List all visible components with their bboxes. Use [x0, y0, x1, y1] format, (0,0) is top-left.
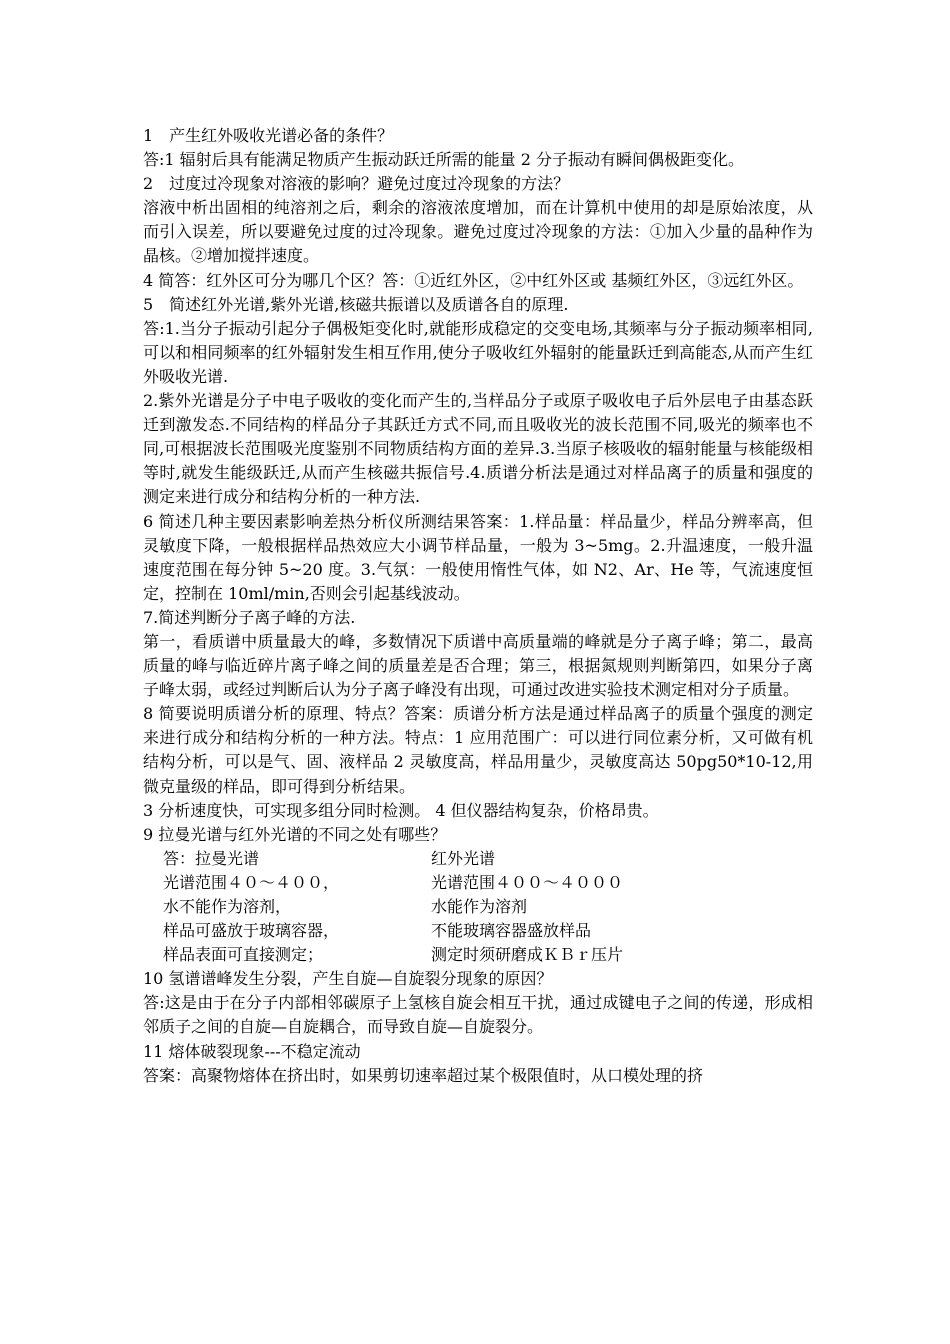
- ir-cell: 不能玻璃容器盛放样品: [431, 921, 592, 941]
- answer-11: 答案：高聚物熔体在挤出时，如果剪切速率超过某个极限值时，从口模处理的挤: [143, 1065, 704, 1085]
- answer-5-part-2: 2.紫外光谱是分子中电子吸收的变化而产生的,当样品分子或原子吸收电子后外层电子由基态跃迁到激发态.不同结构的样品分子其跃迁方式不同,而且吸收光的波长范围不同,吸光的频率也不同,可根据波长范围吸光度鉴别不同物质结构方面的差异.3.当原子核吸收的辐射能量与核能级相等时,就发生能级跃迁,从而产生核磁共振信号.4.质谱分析法是通过对样品离子的质量和强度的测定来进行成分和结构分析的一种方法.: [143, 391, 813, 507]
- comparison-row: [143, 871, 813, 895]
- answer-1: 答:1 辐射后具有能满足物质产生振动跃迁所需的能量 2 分子振动有瞬间偶极距变化。: [143, 150, 745, 170]
- raman-vs-ir-comparison: [143, 847, 813, 967]
- ir-cell: 红外光谱: [431, 848, 496, 868]
- ir-cell: 测定时须研磨成ＫＢｒ压片: [431, 945, 624, 965]
- question-1: 1 产生红外吸收光谱必备的条件？: [143, 126, 394, 145]
- question-5: 5 简述红外光谱,紫外光谱,核磁共振谱以及质谱各自的原理.: [143, 294, 569, 314]
- question-10: 10 氢谱谱峰发生分裂，产生自旋—自旋裂分现象的原因？: [143, 969, 553, 989]
- question-8: 8 简要说明质谱分析的原理、特点？答案：质谱分析方法是通过样品离子的质量个强度的测定来进行成分和结构分析的一种方法。特点：1 应用范围广：可以进行同位素分析，又可做有机结构分析，可以是气、固、液样品 2 灵敏度高，样品用量少，灵敏度高达 50pg50*10-12,用微克量级的样品，即可得到分析结果。: [143, 704, 813, 796]
- ir-cell: 光谱范围４００～４０００: [431, 872, 624, 892]
- raman-cell: 水不能作为溶剂，: [163, 897, 292, 916]
- question-2: 2 过度过冷现象对溶液的影响？避免过度过冷现象的方法？: [143, 174, 570, 194]
- question-11: 11 熔体破裂现象---不稳定流动: [143, 1041, 361, 1061]
- question-7: 7.简述判断分子离子峰的方法.: [143, 607, 356, 627]
- raman-cell: 样品表面可直接测定；: [163, 945, 324, 965]
- comparison-row: [143, 919, 813, 943]
- raman-cell: 光谱范围４０～４００，: [163, 872, 340, 892]
- comparison-row: [143, 895, 813, 919]
- question-6: 6 简述几种主要因素影响差热分析仪所测结果答案：1.样品量：样品量少，样品分辨率高，但灵敏度下降，一般根据样品热效应大小调节样品量，一般为 3~5mg。2.升温速度，一般升温速度范围在每分钟 5~20 度。3.气氛：一般使用惰性气体，如 N2、Ar、He 等，气流速度恒定，控制在 10ml/min,否则会引起基线波动。: [143, 511, 813, 603]
- question-9: 9 拉曼光谱与红外光谱的不同之处有哪些？: [143, 824, 447, 844]
- answer-7: 第一，看质谱中质量最大的峰，多数情况下质谱中高质量端的峰就是分子离子峰；第二，最高质量的峰与临近碎片离子峰之间的质量差是否合理；第三，根据氮规则判断第四，如果分子离子峰太弱，或经过判断后认为分子离子峰没有出现，可通过改进实验技术测定相对分子质量。: [143, 631, 813, 700]
- answer-5-part-1: 答:1.当分子振动引起分子偶极矩变化时,就能形成稳定的交变电场,其频率与分子振动频率相同,可以和相同频率的红外辐射发生相互作用,使分子吸收红外辐射的能量跃迁到高能态,从而产生红外吸收光谱.: [143, 318, 813, 386]
- ir-cell: 水能作为溶剂: [431, 897, 528, 916]
- answer-2: 溶液中析出固相的纯溶剂之后，剩余的溶液浓度增加，而在计算机中使用的却是原始浓度，从而引入误差，所以要避免过度的过冷现象。避免过度过冷现象的方法：①加入少量的晶种作为晶核。②增加搅拌速度。: [143, 198, 813, 266]
- answer-10: 答:这是由于在分子内部相邻碳原子上氢核自旋会相互干扰，通过成键电子之间的传递，形成相邻质子之间的自旋—自旋耦合，而导致自旋—自旋裂分。: [143, 993, 813, 1037]
- raman-cell: 样品可盛放于玻璃容器，: [163, 921, 340, 941]
- comparison-row: [143, 847, 813, 871]
- raman-cell: 答：拉曼光谱: [163, 848, 260, 868]
- answer-8-continued: 3 分析速度快，可实现多组分同时检测。 4 但仪器结构复杂，价格昂贵。: [143, 800, 659, 820]
- question-4: 4 简答：红外区可分为哪几个区？答：①近红外区，②中红外区或 基频红外区，③远红外区。: [143, 270, 804, 290]
- document-page: [143, 124, 813, 1088]
- comparison-row: [143, 943, 813, 967]
